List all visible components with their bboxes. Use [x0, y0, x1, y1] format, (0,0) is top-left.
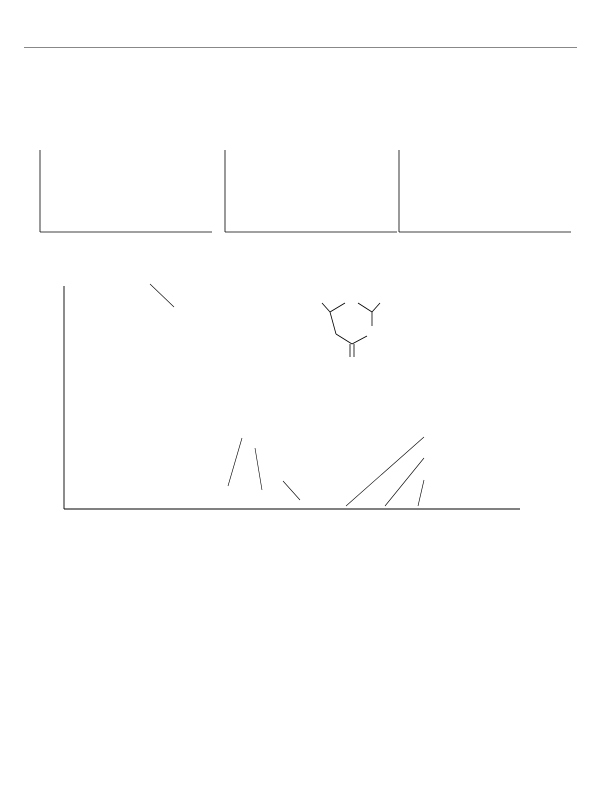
bond-n2-c5 [352, 336, 367, 344]
top-spectra [40, 150, 571, 232]
panel-b [225, 150, 397, 232]
leader-509 [418, 480, 424, 506]
leader-417 [346, 437, 424, 506]
leader-325 [255, 448, 262, 490]
panel-d [64, 284, 520, 509]
phenobarbital-structure [322, 303, 380, 357]
bond-co-2 [372, 303, 380, 312]
bond-c2-n1 [330, 303, 345, 312]
panel-a [40, 150, 212, 232]
bond-c5-c4 [336, 334, 352, 344]
panel-c [399, 150, 571, 232]
leader-461 [385, 458, 424, 506]
leader-277 [228, 438, 242, 486]
bond-c4-c2 [330, 312, 336, 334]
leader-185 [150, 284, 174, 307]
leader-369 [283, 481, 300, 500]
bond-co-1 [322, 303, 330, 312]
bond-n1-c6 [358, 303, 372, 312]
leader-lines [150, 284, 424, 506]
